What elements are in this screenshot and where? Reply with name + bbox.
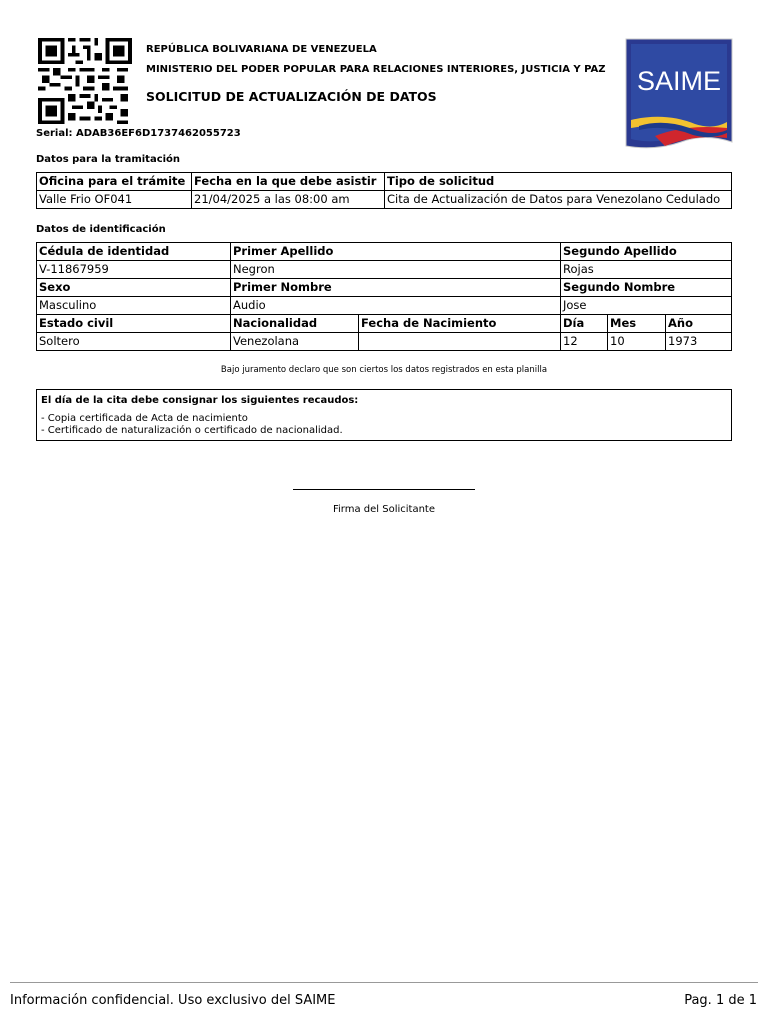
- tramitacion-table: [36, 172, 732, 209]
- requirement-item: - Copia certificada de Acta de nacimiento: [41, 413, 248, 424]
- saime-logo: [625, 38, 733, 152]
- requirements-box: [36, 389, 732, 441]
- value-oficina: Valle Frio OF041: [37, 191, 192, 209]
- page-number: Pag. 1 de 1: [684, 993, 757, 1008]
- qr-code-icon: [38, 37, 132, 125]
- header-mes: Mes: [608, 315, 666, 333]
- section-tramitacion: Datos para la tramitación: [36, 154, 181, 165]
- value-primer-apellido: Negron: [231, 261, 561, 279]
- ministry-title: MINISTERIO DEL PODER POPULAR PARA RELACIONES INTERIORES, JUSTICIA Y PAZ: [146, 64, 606, 75]
- header-fecha: Fecha en la que debe asistir: [192, 173, 385, 191]
- requirements-title: El día de la cita debe consignar los siguientes recaudos:: [41, 395, 359, 406]
- header-cedula: Cédula de identidad: [37, 243, 231, 261]
- page-title: SOLICITUD DE ACTUALIZACIÓN DE DATOS: [146, 89, 437, 104]
- value-fecha: 21/04/2025 a las 08:00 am: [192, 191, 385, 209]
- signature-label: Firma del Solicitante: [332, 504, 435, 515]
- header-primer-nombre: Primer Nombre: [231, 279, 561, 297]
- value-tipo: Cita de Actualización de Datos para Venezolano Cedulado: [385, 191, 732, 209]
- value-sexo: Masculino: [37, 297, 231, 315]
- value-segundo-apellido: Rojas: [561, 261, 732, 279]
- header-primer-apellido: Primer Apellido: [231, 243, 561, 261]
- section-identificacion: Datos de identificación: [36, 224, 166, 235]
- logo-text: SAIME: [636, 66, 722, 96]
- requirement-item: - Certificado de naturalización o certificado de nacionalidad.: [41, 425, 343, 436]
- value-mes: 10: [608, 333, 666, 351]
- value-cedula: V-11867959: [37, 261, 231, 279]
- header-estado-civil: Estado civil: [37, 315, 231, 333]
- value-fecha-nacimiento: [359, 333, 561, 351]
- header-oficina: Oficina para el trámite: [37, 173, 192, 191]
- footer-divider: [10, 982, 758, 983]
- header-nacionalidad: Nacionalidad: [231, 315, 359, 333]
- value-estado-civil: Soltero: [37, 333, 231, 351]
- header-sexo: Sexo: [37, 279, 231, 297]
- value-primer-nombre: Audio: [231, 297, 561, 315]
- header-fecha-nacimiento: Fecha de Nacimiento: [359, 315, 561, 333]
- header-anio: Año: [666, 315, 732, 333]
- value-segundo-nombre: Jose: [561, 297, 732, 315]
- header-segundo-apellido: Segundo Apellido: [561, 243, 732, 261]
- value-dia: 12: [561, 333, 608, 351]
- serial-number: Serial: ADAB36EF6D1737462055723: [36, 128, 241, 139]
- footer-confidential: Información confidencial. Uso exclusivo del SAIME: [10, 993, 336, 1008]
- header-segundo-nombre: Segundo Nombre: [561, 279, 732, 297]
- sworn-declaration: Bajo juramento declaro que son ciertos los datos registrados en esta planilla: [220, 365, 548, 375]
- identificacion-table: [36, 242, 732, 351]
- header-tipo: Tipo de solicitud: [385, 173, 732, 191]
- value-anio: 1973: [666, 333, 732, 351]
- header-dia: Día: [561, 315, 608, 333]
- signature-line: [293, 489, 475, 490]
- republic-title: REPÚBLICA BOLIVARIANA DE VENEZUELA: [146, 44, 377, 55]
- value-nacionalidad: Venezolana: [231, 333, 359, 351]
